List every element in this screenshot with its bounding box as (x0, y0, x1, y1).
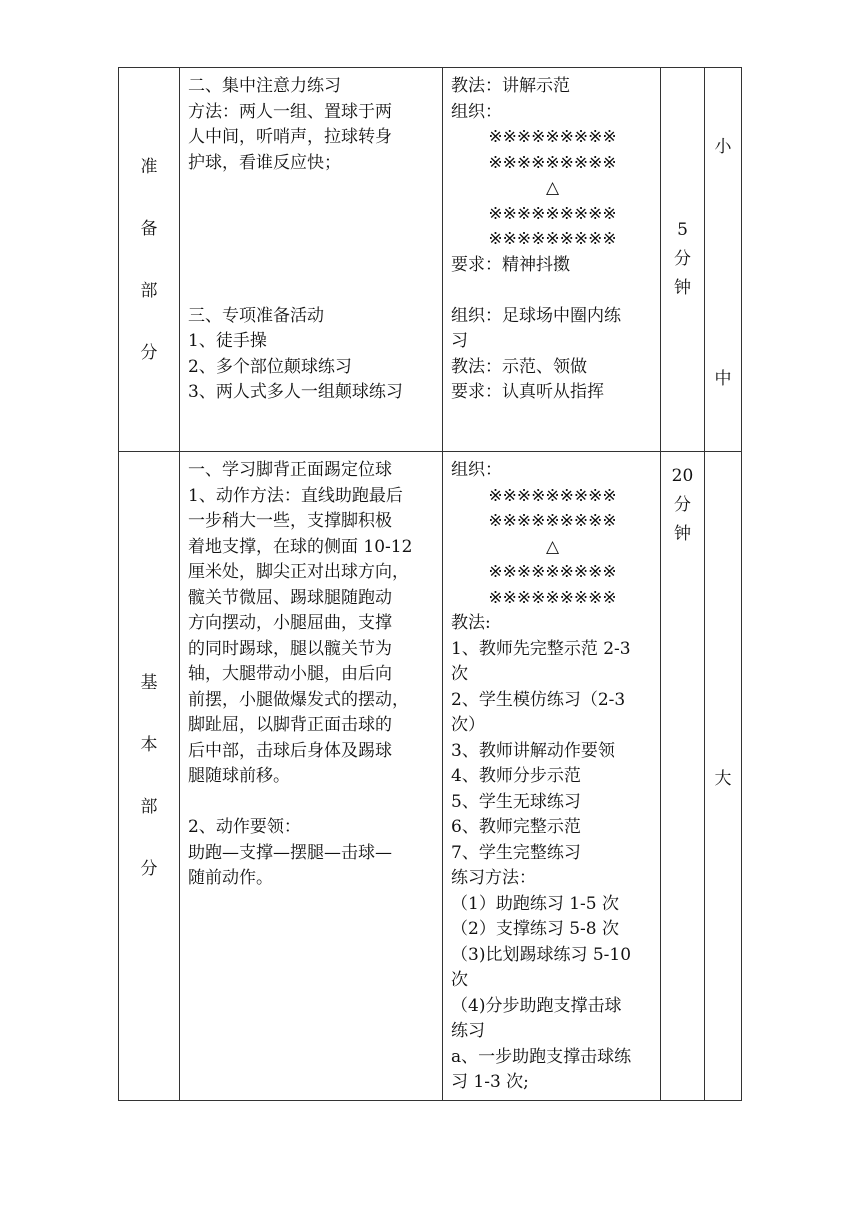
org-line: 次） (451, 715, 485, 735)
prep-intensity-cell (705, 68, 742, 452)
org-line: a、一步助跑支撑击球练 (451, 1046, 632, 1067)
formation-row: ※※※※※※※※※ (488, 485, 617, 506)
time-unit-char: 钟 (674, 278, 691, 298)
section-char: 基 (140, 673, 158, 693)
org-line: 教法：讲解示范 (451, 76, 570, 96)
content-line: 一步稍大一些，支撑脚积极 (188, 511, 392, 531)
basic-row (119, 452, 742, 1101)
content-line: 轴，大腿带动小腿，由后向 (188, 664, 392, 684)
teacher-marker: △ (545, 178, 560, 198)
org-line: 教法：示范、领做 (451, 356, 587, 377)
org-line: 7、学生完整练习 (451, 842, 581, 863)
org-line: 组织： (451, 101, 502, 122)
content-line: 随前动作。 (188, 868, 273, 888)
content-line: 着地支撑，在球的侧面 10-12 (188, 536, 413, 557)
content-line: 方向摆动，小腿屈曲，支撑 (188, 613, 392, 633)
formation-row: ※※※※※※※※※ (488, 562, 617, 582)
content-line: 二、集中注意力练习 (188, 76, 341, 96)
content-line: 2、多个部位颠球练习 (188, 356, 352, 377)
content-line: 腿随球前移。 (188, 766, 290, 786)
org-line: 组织：足球场中圈内练 (451, 305, 621, 326)
teacher-marker: △ (545, 536, 560, 557)
prep-section-label (119, 68, 180, 452)
org-line: 2、学生模仿练习（2-3 (451, 689, 626, 710)
intensity-high: 大 (714, 768, 732, 789)
formation-row: ※※※※※※※※※ (488, 229, 617, 249)
org-line: 1、教师先完整示范 2-3 (451, 638, 631, 659)
time-unit-char: 分 (674, 495, 691, 515)
prep-time-cell (661, 68, 705, 452)
org-line: 次 (451, 664, 468, 684)
lesson-plan-table (118, 67, 742, 1101)
section-char: 准 (140, 156, 158, 177)
content-line: 护球，看谁反应快； (188, 152, 341, 173)
formation-row: ※※※※※※※※※ (488, 587, 617, 608)
section-char: 备 (140, 218, 158, 239)
content-line: 2、动作要领： (188, 817, 301, 837)
section-char: 分 (140, 859, 158, 879)
content-line: 方法：两人一组、置球于两 (188, 101, 392, 122)
content-line: 1、动作方法：直线助跑最后 (188, 485, 403, 506)
org-line: 练习 (451, 1021, 485, 1041)
content-line: 的同时踢球，腿以髋关节为 (188, 638, 392, 659)
formation-row: ※※※※※※※※※ (488, 511, 617, 531)
prep-row (119, 68, 742, 452)
content-line: 厘米处，脚尖正对出球方向， (188, 562, 409, 582)
content-line: 人中间，听哨声，拉球转身 (188, 127, 392, 147)
org-line: 教法: (451, 613, 491, 633)
basic-organization-cell (443, 452, 661, 1101)
prep-organization-cell (443, 68, 661, 452)
content-line: 前摆，小腿做爆发式的摆动， (188, 689, 409, 710)
org-line: 3、教师讲解动作要领 (451, 740, 615, 761)
basic-section-label (119, 452, 180, 1101)
time-value: 5 (677, 220, 688, 240)
org-line: 6、教师完整示范 (451, 817, 581, 837)
org-line: 习 (451, 331, 468, 351)
section-char: 部 (140, 797, 158, 817)
org-line: 要求：认真听从指挥 (451, 382, 604, 402)
org-line: （3)比划踢球练习 5-10 (451, 944, 632, 965)
org-line: 4、教师分步示范 (451, 766, 581, 786)
org-line: 习 1-3 次; (451, 1072, 529, 1092)
org-line: 次 (451, 970, 468, 990)
org-line: 5、学生无球练习 (451, 791, 581, 812)
intensity-medium: 中 (714, 369, 732, 389)
basic-time-cell (661, 452, 705, 1101)
content-line: 脚趾屈，以脚背正面击球的 (188, 715, 392, 735)
content-line: 3、两人式多人一组颠球练习 (188, 382, 403, 402)
formation-row: ※※※※※※※※※ (488, 152, 617, 173)
content-line: 三、专项准备活动 (188, 305, 324, 326)
content-line: 一、学习脚背正面踢定位球 (188, 460, 392, 480)
content-line: 后中部，击球后身体及踢球 (188, 740, 392, 761)
basic-intensity-cell (705, 452, 742, 1101)
formation-row: ※※※※※※※※※ (488, 203, 617, 224)
content-line: 髋关节微屈、踢球腿随跑动 (188, 587, 392, 608)
org-line: （4)分步助跑支撑击球 (451, 995, 622, 1016)
section-char: 分 (140, 342, 158, 363)
content-line: 助跑—支撑—摆腿—击球— (188, 842, 392, 863)
org-line: 练习方法： (451, 868, 536, 888)
section-char: 本 (140, 735, 158, 755)
formation-row: ※※※※※※※※※ (488, 127, 617, 147)
content-line: 1、徒手操 (188, 331, 267, 351)
org-line: 组织： (451, 460, 502, 480)
intensity-low: 小 (714, 137, 732, 157)
org-line: 要求：精神抖擞 (451, 254, 570, 275)
org-line: （1）助跑练习 1-5 次 (451, 893, 619, 914)
time-value: 20 (671, 466, 694, 486)
section-char: 部 (140, 280, 158, 301)
time-unit-char: 钟 (674, 524, 691, 544)
org-line: （2）支撑练习 5-8 次 (451, 919, 619, 939)
basic-content-cell (180, 452, 443, 1101)
prep-content-cell (180, 68, 443, 452)
time-unit-char: 分 (674, 249, 691, 269)
